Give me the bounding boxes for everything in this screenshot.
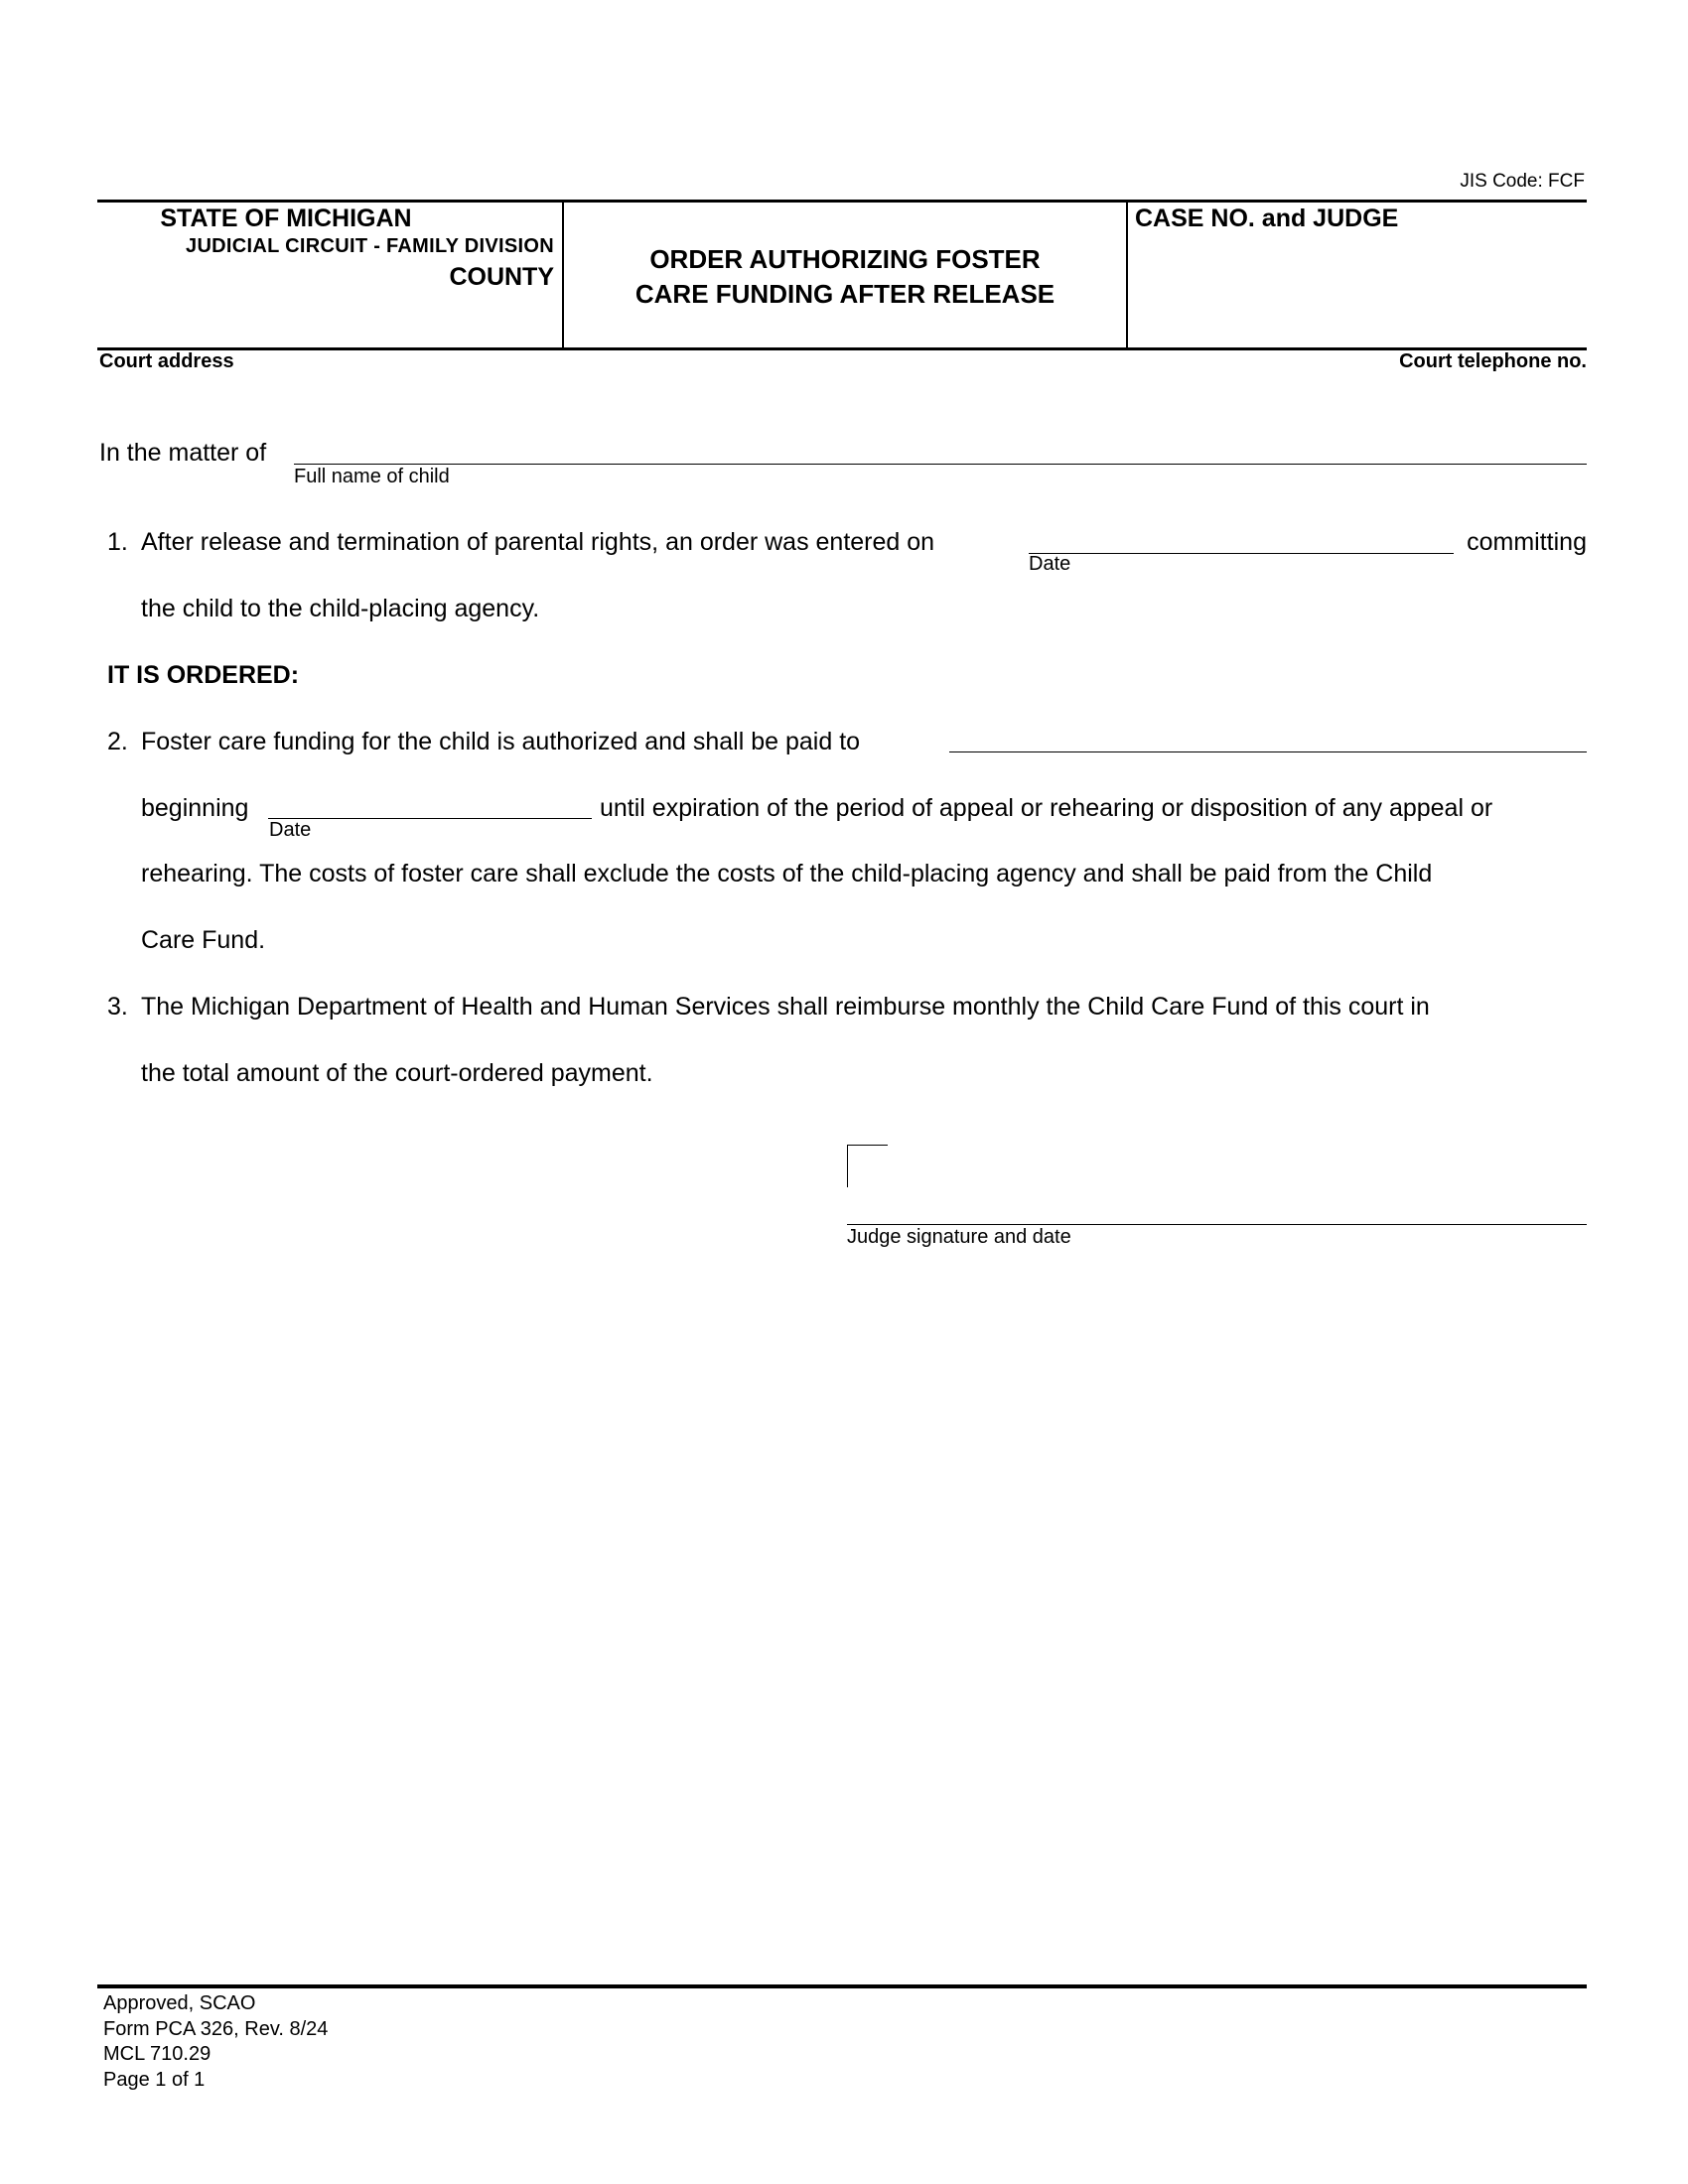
court-address-label: Court address: [99, 350, 234, 372]
item1-date-field[interactable]: [1029, 524, 1454, 552]
county-label: COUNTY: [449, 263, 554, 291]
child-name-underline: [294, 464, 1587, 465]
case-no-field[interactable]: [1135, 238, 1584, 341]
form-title: [564, 242, 1126, 312]
item1-date-caption: Date: [1029, 553, 1071, 575]
form-title-line1: ORDER AUTHORIZING FOSTER: [649, 244, 1041, 274]
item3-number: 3.: [107, 993, 128, 1021]
item2-payee-underline: [949, 751, 1587, 752]
item2-beginning-label: beginning: [141, 794, 249, 822]
item2-payee-field[interactable]: [949, 723, 1587, 751]
matter-label: In the matter of: [99, 439, 267, 467]
footer-mcl: MCL 710.29: [103, 2043, 211, 2065]
header-bottom-rule: [97, 347, 1587, 350]
judge-signature-field[interactable]: [848, 1152, 1587, 1221]
item2-date-caption: Date: [269, 819, 312, 841]
item2-text-a: Foster care funding for the child is authorized and shall be paid to: [141, 728, 861, 755]
signature-underline: [847, 1224, 1587, 1225]
case-no-label: CASE NO. and JUDGE: [1135, 205, 1399, 232]
item1-text-b: committing: [1467, 528, 1587, 556]
item2-text-d: Care Fund.: [141, 926, 266, 954]
circuit-label: JUDICIAL CIRCUIT - FAMILY DIVISION: [186, 235, 554, 257]
court-telephone-label: Court telephone no.: [1399, 350, 1587, 372]
header-divider-2: [1126, 201, 1128, 348]
it-is-ordered-heading: IT IS ORDERED:: [107, 661, 300, 689]
item3-text-b: the total amount of the court-ordered payment.: [141, 1059, 653, 1087]
item2-date-underline: [268, 818, 592, 819]
header-top-rule: [97, 200, 1587, 203]
item2-text-c: rehearing. The costs of foster care shall exclude the costs of the child-placing agency and shall be paid from the Child: [141, 860, 1433, 887]
item1-text-a: After release and termination of parental rights, an order was entered on: [141, 528, 935, 556]
footer-form: Form PCA 326, Rev. 8/24: [103, 2017, 329, 2040]
form-title-line2: CARE FUNDING AFTER RELEASE: [634, 279, 1055, 309]
item2-number: 2.: [107, 728, 128, 755]
signature-caption: Judge signature and date: [847, 1226, 1071, 1248]
jis-code: JIS Code: FCF: [1460, 171, 1585, 192]
child-name-caption: Full name of child: [294, 466, 450, 487]
item1-number: 1.: [107, 528, 128, 556]
item2-text-b: until expiration of the period of appeal or rehearing or disposition of any appeal or: [600, 794, 1493, 822]
footer-approved: Approved, SCAO: [103, 1992, 256, 2014]
footer-rule: [97, 1984, 1587, 1988]
state-name: STATE OF MICHIGAN: [160, 205, 412, 232]
item2-date-field[interactable]: [268, 790, 592, 818]
child-name-field[interactable]: [294, 433, 1587, 463]
footer-page: Page 1 of 1: [103, 2068, 206, 2091]
footer-block: [103, 1991, 328, 2093]
item1-text-c: the child to the child-placing agency.: [141, 595, 540, 622]
item1-date-underline: [1029, 553, 1454, 554]
item3-text-a: The Michigan Department of Health and Human Services shall reimburse monthly the Child Care Fund of this court in: [141, 993, 1430, 1021]
